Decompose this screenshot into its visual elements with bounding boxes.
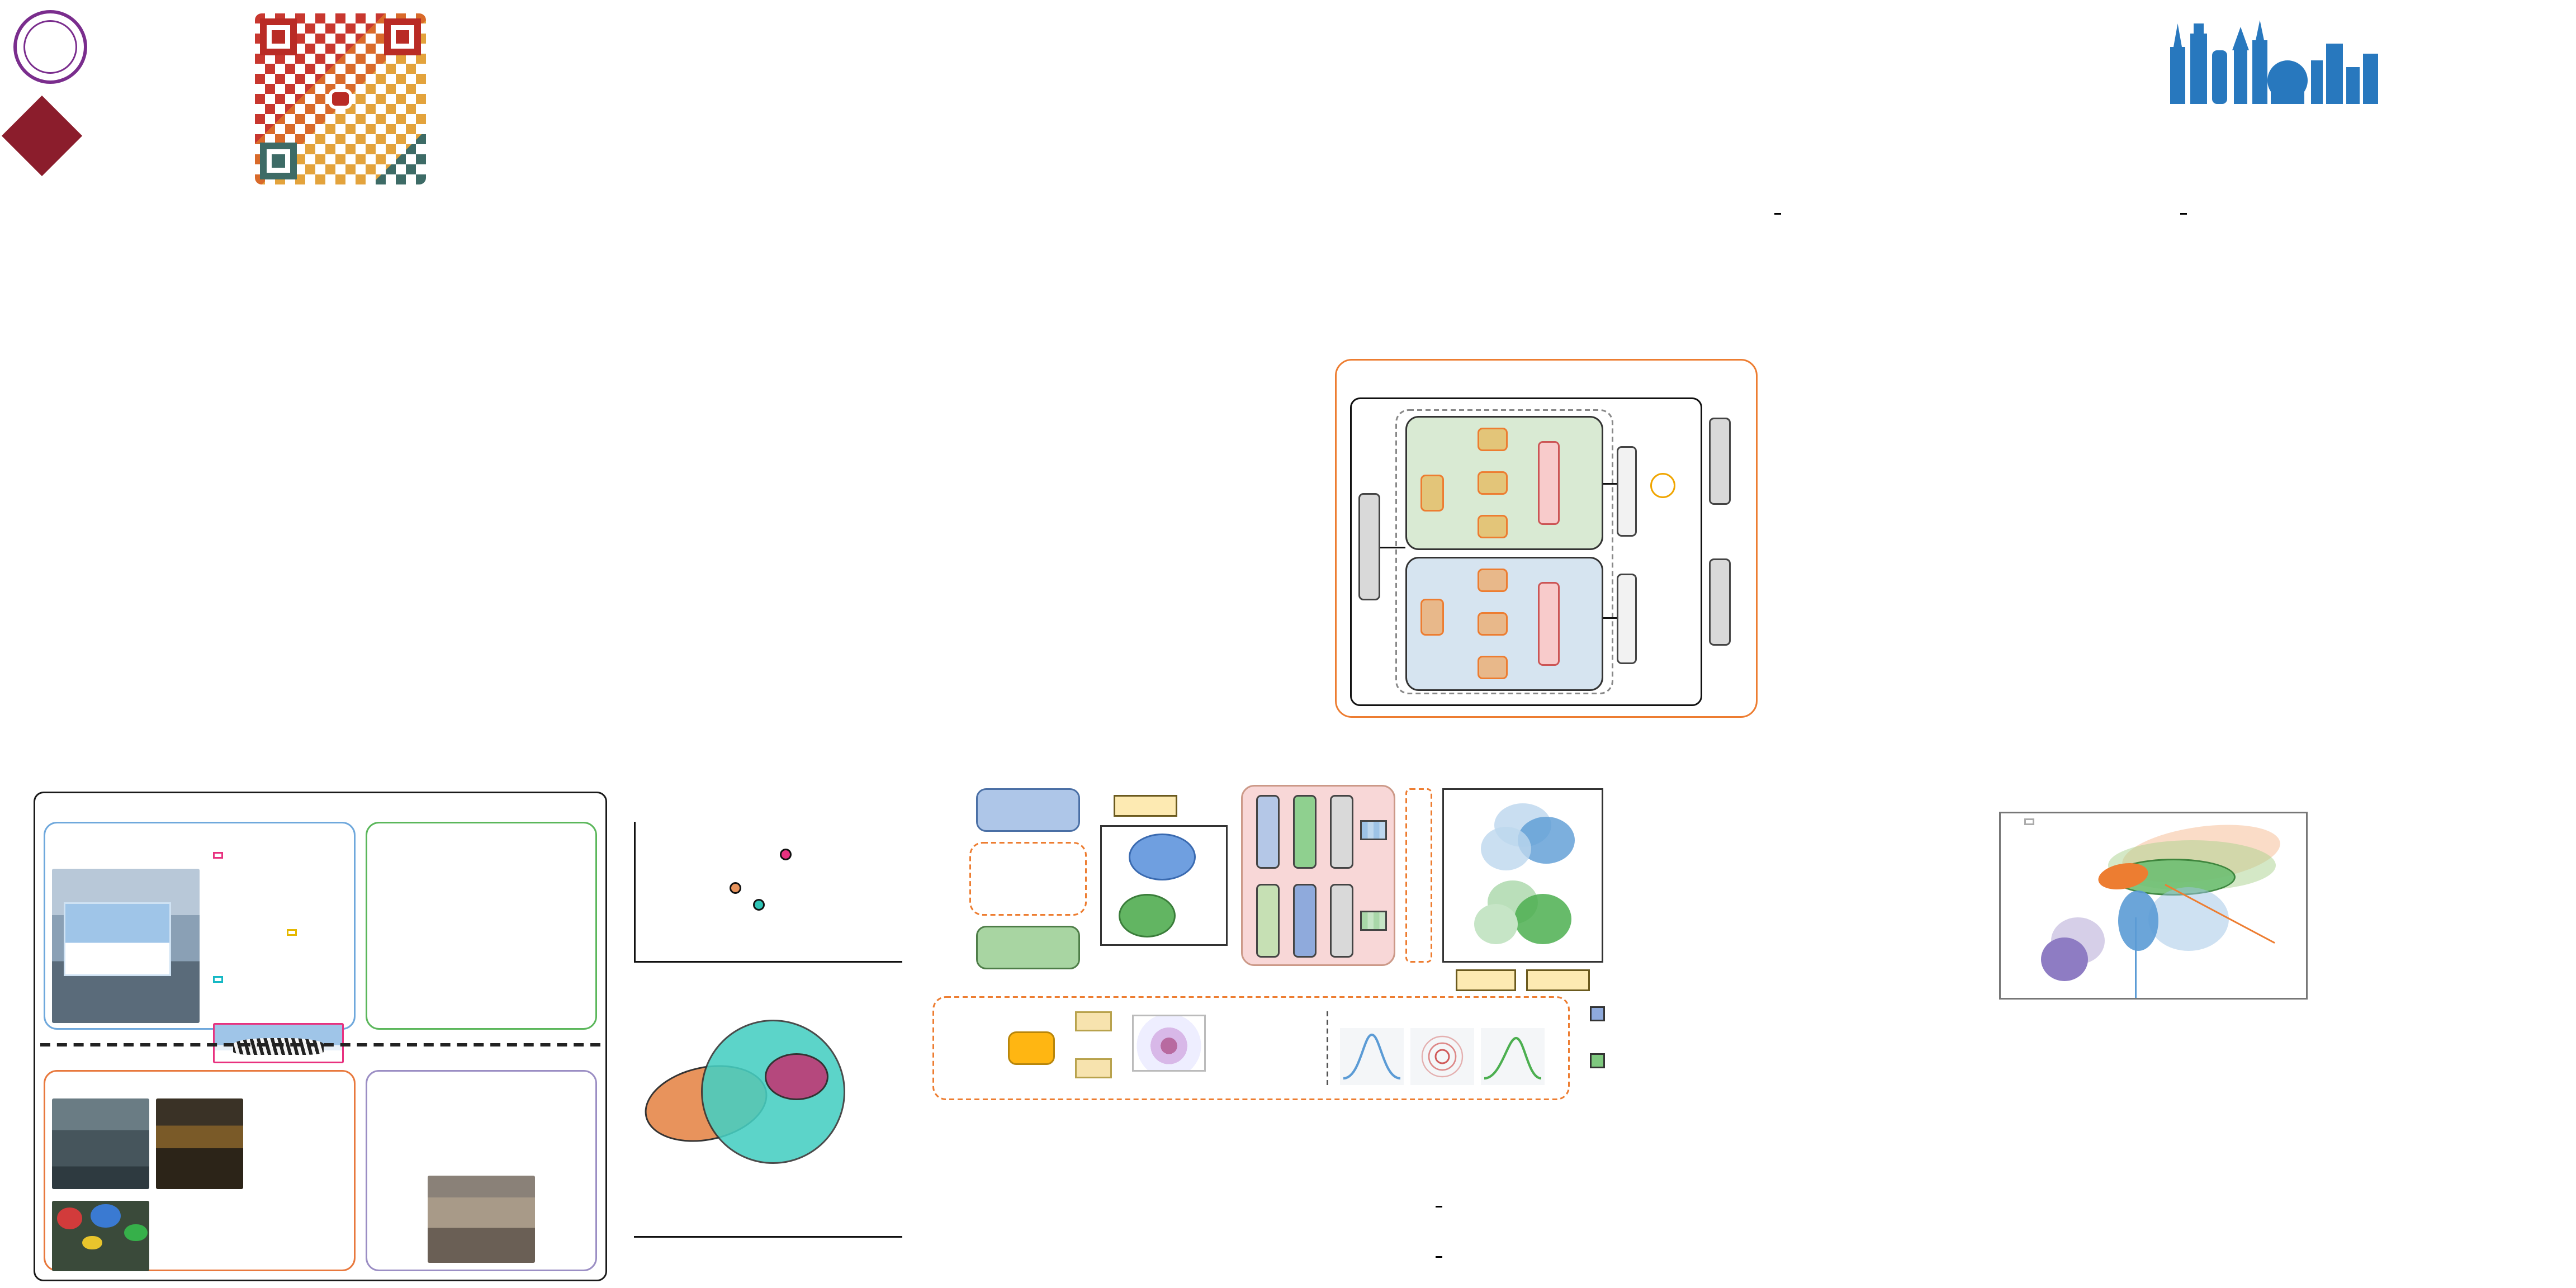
dmlm-box [1526, 969, 1590, 991]
distribution-representation-plot [634, 1003, 902, 1238]
a2-label [287, 927, 297, 942]
vancouver-skyline-icon [2167, 17, 2381, 104]
mu-concat-box [1617, 446, 1637, 537]
plot-legend [2024, 818, 2034, 825]
cross-modal-transformer [1241, 785, 1395, 966]
header-block [449, 17, 2143, 29]
green-blob [1514, 894, 1571, 944]
image-cls-cube-icon [1590, 1006, 1605, 1021]
gauss-curve-green-icon [1481, 1028, 1545, 1085]
dist-rep-space-1 [1100, 825, 1228, 946]
architecture-figure [926, 785, 1758, 983]
sigma-feedforward-out [1709, 558, 1731, 646]
text-cls-cube-icon [1590, 1053, 1605, 1068]
k-box [1478, 471, 1508, 495]
a1-badge [213, 852, 223, 859]
avocado-ellipse [765, 1053, 828, 1100]
tsne-plot [1999, 812, 2308, 1000]
mu-input-feature [1420, 475, 1444, 512]
v-box-sigma [1478, 656, 1508, 679]
blue-blob [1481, 827, 1531, 870]
blue-solid-ellipse [2118, 891, 2158, 951]
formula-dmlm-loss [1774, 205, 1781, 220]
qr-finder-icon [260, 143, 297, 179]
self-attention-top [1256, 795, 1280, 869]
mu-path-box [1405, 416, 1603, 550]
q-box [1478, 428, 1508, 451]
waseda-logo [13, 107, 282, 164]
k-box-sigma [1478, 612, 1508, 636]
mu-feedforward-out [1709, 418, 1731, 505]
pde-processing-box-2 [1405, 788, 1432, 963]
residual-add-icon [1650, 473, 1675, 498]
intra-inter-divider [40, 1043, 600, 1046]
tsinghua-seal-icon [13, 10, 87, 84]
meal-point [730, 882, 741, 894]
feed-forward-top [1330, 795, 1353, 869]
image-token-strip [1360, 820, 1387, 840]
formula-nce-i2t [1429, 1197, 1443, 1213]
sigma-path-box [1405, 557, 1603, 691]
arxiv-qr-code [255, 13, 426, 184]
dist-rep-space-2 [1442, 788, 1603, 963]
v2l-uncertainty-box [44, 1070, 356, 1271]
contour-rings-icon [1410, 1028, 1474, 1085]
text-cls-legend [1590, 1053, 1612, 1068]
qr-finder-icon [384, 18, 421, 55]
formula-ditm-loss [2180, 205, 2187, 220]
connector-line [1603, 617, 1617, 619]
pde-diagram [1335, 359, 1758, 718]
a3-label [213, 974, 223, 989]
a1-label [213, 850, 223, 865]
gauss-curve-blue-icon [1340, 1028, 1404, 1085]
a3-badge [213, 976, 223, 983]
night-street-photo [156, 1098, 243, 1189]
gaussian-3d-thumb [1132, 1015, 1206, 1072]
umbrella-crowd-photo [52, 1201, 149, 1271]
waseda-emblem-icon [2, 96, 82, 176]
avocado-point [780, 849, 792, 860]
rainy-street-photo [52, 1098, 149, 1189]
connector-line [1380, 547, 1405, 548]
blue-arrow-line [2135, 917, 2137, 998]
purple-solid-circle [2041, 937, 2088, 981]
pde-processing-box-1 [969, 842, 1087, 916]
connector-line [1603, 483, 1617, 485]
q-box-sigma [1478, 569, 1508, 592]
pde-box [1008, 1031, 1055, 1065]
v-box [1478, 515, 1508, 538]
arxiv-label [329, 89, 352, 109]
l2v-uncertainty-box [366, 1070, 597, 1271]
feed-forward-bottom [1330, 884, 1353, 958]
pde-inner-box [1350, 397, 1702, 706]
language-uncertainty-box [366, 822, 597, 1030]
sigma-input-feature [1420, 599, 1444, 636]
market-street-photo [428, 1176, 535, 1263]
vision-encoder-box [976, 788, 1080, 832]
self-attention-bottom [1256, 884, 1280, 958]
text-token-strip [1360, 911, 1387, 931]
language-encoder-box [976, 926, 1080, 969]
cross-attention-top [1293, 795, 1317, 869]
point-representation-plot [634, 822, 902, 963]
pde-feedforward-in [1358, 493, 1380, 600]
sigma-chip [1075, 1058, 1112, 1078]
vision-uncertainty-box [44, 822, 356, 1030]
image-dist-ellipse [1129, 834, 1196, 880]
text-dist-ellipse [1119, 894, 1176, 937]
cross-attention-bottom [1293, 884, 1317, 958]
pde-process-strip [932, 996, 1570, 1100]
sigma-concat-box [1617, 574, 1637, 664]
green-blob [1474, 904, 1518, 944]
tsinghua-logo [13, 10, 257, 84]
mu-chip [1075, 1011, 1112, 1031]
image-cls-legend [1590, 1006, 1612, 1021]
three-view-divider [1327, 1011, 1328, 1085]
dvlc-box [1114, 795, 1177, 817]
cvpr-logo [2160, 13, 2566, 104]
ditm-box [1456, 969, 1516, 991]
qr-finder-icon [260, 18, 297, 55]
sigma-interaction-box [1538, 582, 1560, 666]
mu-interaction-box [1538, 441, 1560, 525]
city-billboard-photo [52, 869, 200, 1023]
food-point [753, 899, 765, 911]
a2-badge [287, 929, 297, 936]
formula-nce-t2i [1429, 1248, 1443, 1263]
